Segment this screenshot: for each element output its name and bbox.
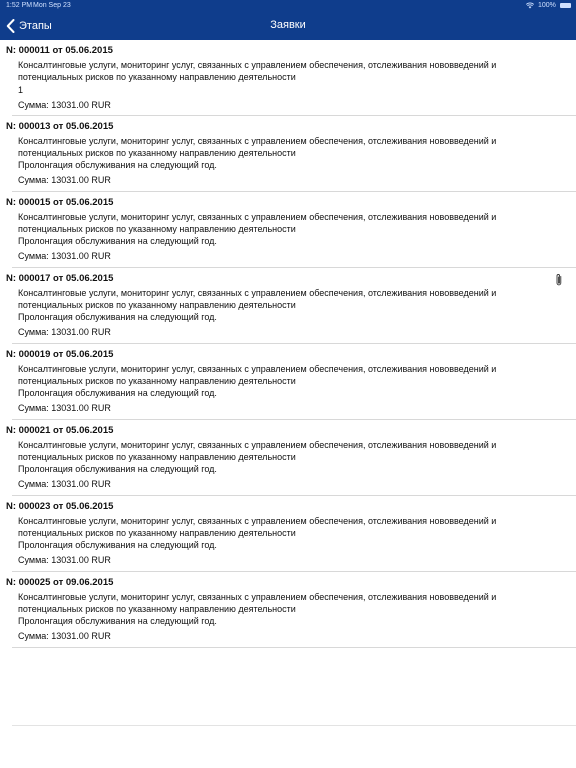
request-note: Пролонгация обслуживания на следующий год. (18, 388, 217, 398)
request-note: 1 (18, 85, 24, 95)
request-row[interactable] (6, 192, 576, 268)
request-title: N: 000019 от 05.06.2015 (6, 349, 114, 360)
request-row[interactable] (6, 420, 576, 496)
request-title: N: 000017 от 05.06.2015 (6, 273, 114, 284)
request-title: N: 000015 от 05.06.2015 (6, 197, 114, 208)
request-description: Консалтинговые услуги, мониторинг услуг, связанных с управлением обеспечения, отслеживания нововведений и потенциальных рисков по указанному направлению деятельности (18, 60, 497, 82)
status-bar (0, 0, 576, 11)
request-title: N: 000011 от 05.06.2015 (6, 45, 113, 56)
request-title: N: 000013 от 05.06.2015 (6, 121, 114, 132)
request-note: Пролонгация обслуживания на следующий год. (18, 540, 217, 550)
request-row[interactable] (6, 40, 576, 116)
status-time: 1:52 PM (6, 2, 33, 9)
request-note: Пролонгация обслуживания на следующий год. (18, 312, 217, 322)
request-sum: Сумма: 13031.00 RUR (18, 175, 111, 185)
request-row[interactable] (6, 116, 576, 192)
request-sum: Сумма: 13031.00 RUR (18, 479, 111, 489)
request-description: Консалтинговые услуги, мониторинг услуг, связанных с управлением обеспечения, отслеживания нововведений и потенциальных рисков по указанному направлению деятельности (18, 592, 497, 614)
request-note: Пролонгация обслуживания на следующий год. (18, 464, 217, 474)
battery-icon (560, 3, 571, 8)
request-description: Консалтинговые услуги, мониторинг услуг, связанных с управлением обеспечения, отслеживания нововведений и потенциальных рисков по указанному направлению деятельности (18, 288, 497, 310)
navigation-bar (0, 11, 576, 40)
request-description: Консалтинговые услуги, мониторинг услуг, связанных с управлением обеспечения, отслеживания нововведений и потенциальных рисков по указанному направлению деятельности (18, 136, 497, 158)
requests-list (0, 40, 576, 648)
request-sum: Сумма: 13031.00 RUR (18, 327, 111, 337)
request-row[interactable] (6, 496, 576, 572)
request-sum: Сумма: 13031.00 RUR (18, 251, 111, 261)
request-note: Пролонгация обслуживания на следующий год. (18, 236, 217, 246)
request-row[interactable] (6, 268, 576, 344)
paperclip-icon[interactable] (554, 273, 564, 287)
wifi-icon (526, 2, 534, 9)
request-description: Консалтинговые услуги, мониторинг услуг, связанных с управлением обеспечения, отслеживания нововведений и потенциальных рисков по указанному направлению деятельности (18, 364, 497, 386)
request-sum: Сумма: 13031.00 RUR (18, 555, 111, 565)
request-sum: Сумма: 13031.00 RUR (18, 403, 111, 413)
request-sum: Сумма: 13031.00 RUR (18, 631, 111, 641)
request-title: N: 000021 от 05.06.2015 (6, 425, 114, 436)
request-title: N: 000025 от 09.06.2015 (6, 577, 114, 588)
request-note: Пролонгация обслуживания на следующий год. (18, 616, 217, 626)
request-description: Консалтинговые услуги, мониторинг услуг, связанных с управлением обеспечения, отслеживания нововведений и потенциальных рисков по указанному направлению деятельности (18, 212, 497, 234)
request-row[interactable] (6, 572, 576, 648)
request-note: Пролонгация обслуживания на следующий год. (18, 160, 217, 170)
request-sum: Сумма: 13031.00 RUR (18, 100, 111, 110)
battery-percent: 100% (538, 2, 556, 9)
status-date: Mon Sep 23 (33, 2, 71, 9)
request-description: Консалтинговые услуги, мониторинг услуг, связанных с управлением обеспечения, отслеживания нововведений и потенциальных рисков по указанному направлению деятельности (18, 440, 497, 462)
page-title: Заявки (270, 19, 306, 31)
back-label: Этапы (19, 20, 52, 32)
request-description: Консалтинговые услуги, мониторинг услуг, связанных с управлением обеспечения, отслеживания нововведений и потенциальных рисков по указанному направлению деятельности (18, 516, 497, 538)
request-row[interactable] (6, 344, 576, 420)
request-title: N: 000023 от 05.06.2015 (6, 501, 114, 512)
bottom-divider (12, 725, 576, 726)
